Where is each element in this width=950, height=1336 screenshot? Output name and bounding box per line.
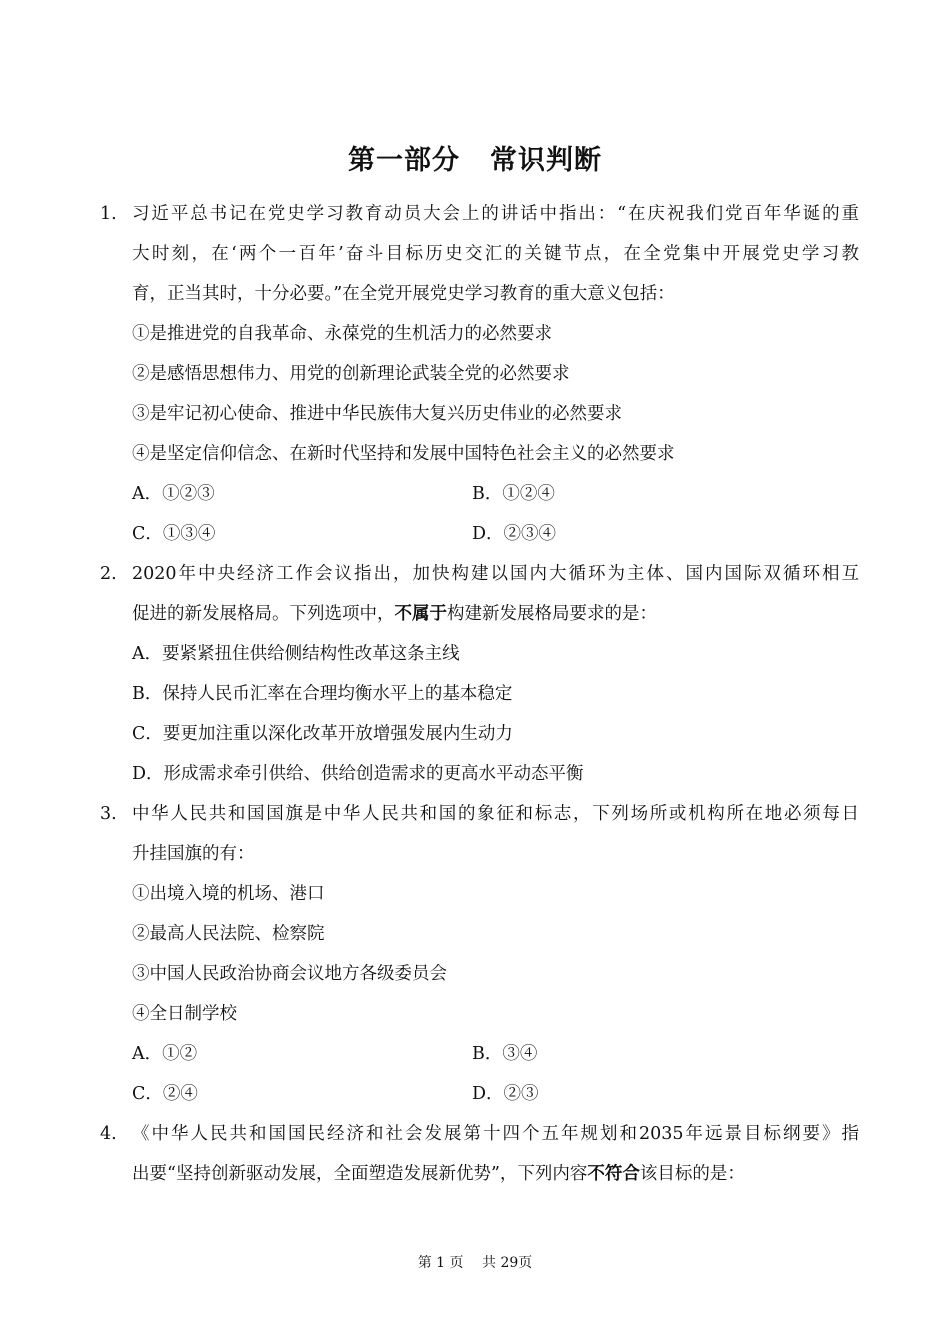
option-row: [100, 714, 860, 754]
statement-item: [100, 314, 860, 354]
question-number: 1.: [100, 204, 117, 224]
option-row: [100, 674, 860, 714]
question-text: 习近平总书记在党史学习教育动员大会上的讲话中指出：“在庆祝我们党百年华诞的重: [132, 204, 859, 224]
question-stem-line: [100, 554, 860, 594]
option-c: C．①③④: [132, 524, 216, 544]
question-stem-line: [100, 834, 860, 874]
question-text: 2020年中央经济工作会议指出，加快构建以国内大循环为主体、国内国际双循环相互: [132, 564, 859, 584]
question-stem-line: [100, 1154, 860, 1194]
statement-text: ④是坚定信仰信念、在新时代坚持和发展中国特色社会主义的必然要求: [132, 444, 675, 464]
option-b: B．③④: [472, 1044, 538, 1064]
option-row: [100, 754, 860, 794]
question-number: 3.: [100, 804, 117, 824]
option-row: [100, 1034, 860, 1074]
page-title: [0, 138, 950, 177]
question-text: 《中华人民共和国国民经济和社会发展第十四个五年规划和2035年远景目标纲要》指: [132, 1124, 859, 1144]
question-text: 中华人民共和国国旗是中华人民共和国的象征和标志，下列场所或机构所在地必须每日: [132, 804, 859, 824]
section-part: 第一部分: [348, 145, 460, 176]
text-segment: 构建新发展格局要求的是：: [447, 604, 657, 624]
question-stem-line: [100, 234, 860, 274]
question-2: [100, 554, 860, 794]
option-row: [100, 1074, 860, 1114]
statement-item: [100, 434, 860, 474]
option-d: D．形成需求牵引供给、供给创造需求的更高水平动态平衡: [132, 764, 584, 784]
option-row: [100, 474, 860, 514]
option-a: A．①②③: [132, 484, 215, 504]
option-row: [100, 634, 860, 674]
question-text: 升挂国旗的有：: [132, 844, 255, 864]
question-text: 大时刻，在‘两个一百年’奋斗目标历史交汇的关键节点，在全党集中开展党史学习教: [132, 244, 859, 264]
statement-item: [100, 874, 860, 914]
question-stem-line: [100, 274, 860, 314]
question-stem-line: [100, 1114, 860, 1154]
option-d: D．②③: [472, 1084, 539, 1104]
text-segment: 该目标的是：: [639, 1164, 745, 1184]
statement-item: [100, 994, 860, 1034]
section-name: 常识判断: [490, 145, 602, 176]
option-row: [100, 514, 860, 554]
text-segment: 促进的新发展格局。下列选项中，: [132, 604, 395, 624]
statement-text: ③是牢记初心使命、推进中华民族伟大复兴历史伟业的必然要求: [132, 404, 622, 424]
statement-item: [100, 954, 860, 994]
page-footer: 第 1 页 共 29页: [417, 1255, 533, 1271]
option-d: D．②③④: [472, 524, 557, 544]
question-stem-line: [100, 194, 860, 234]
option-c: C．要更加注重以深化改革开放增强发展内生动力: [132, 724, 513, 744]
question-stem-line: [100, 794, 860, 834]
emphasis-text: 不符合: [587, 1164, 640, 1184]
emphasis-text: 不属于: [394, 604, 447, 624]
statement-text: ①出境入境的机场、港口: [132, 884, 325, 904]
question-text: 育，正当其时，十分必要。”在全党开展党史学习教育的重大意义包括：: [132, 284, 675, 304]
question-list: [100, 194, 860, 1194]
statement-item: [100, 394, 860, 434]
question-4: [100, 1114, 860, 1194]
question-number: 4.: [100, 1124, 117, 1144]
statement-item: [100, 354, 860, 394]
statement-item: [100, 914, 860, 954]
statement-text: ②是感悟思想伟力、用党的创新理论武装全党的必然要求: [132, 364, 570, 384]
question-3: [100, 794, 860, 1114]
statement-text: ①是推进党的自我革命、永葆党的生机活力的必然要求: [132, 324, 552, 344]
question-stem-line: [100, 594, 860, 634]
option-a: A．①②: [132, 1044, 198, 1064]
question-text: [132, 1154, 745, 1194]
option-a: A．要紧紧扭住供给侧结构性改革这条主线: [132, 644, 460, 664]
statement-text: ④全日制学校: [132, 1004, 237, 1024]
question-number: 2.: [100, 564, 117, 584]
option-b: B．保持人民币汇率在合理均衡水平上的基本稳定: [132, 684, 513, 704]
question-1: [100, 194, 860, 554]
question-text: [132, 594, 657, 634]
option-c: C．②④: [132, 1084, 198, 1104]
statement-text: ②最高人民法院、检察院: [132, 924, 325, 944]
option-b: B．①②④: [472, 484, 555, 504]
statement-text: ③中国人民政治协商会议地方各级委员会: [132, 964, 447, 984]
text-segment: 出要“坚持创新驱动发展，全面塑造发展新优势”，下列内容: [132, 1164, 588, 1184]
